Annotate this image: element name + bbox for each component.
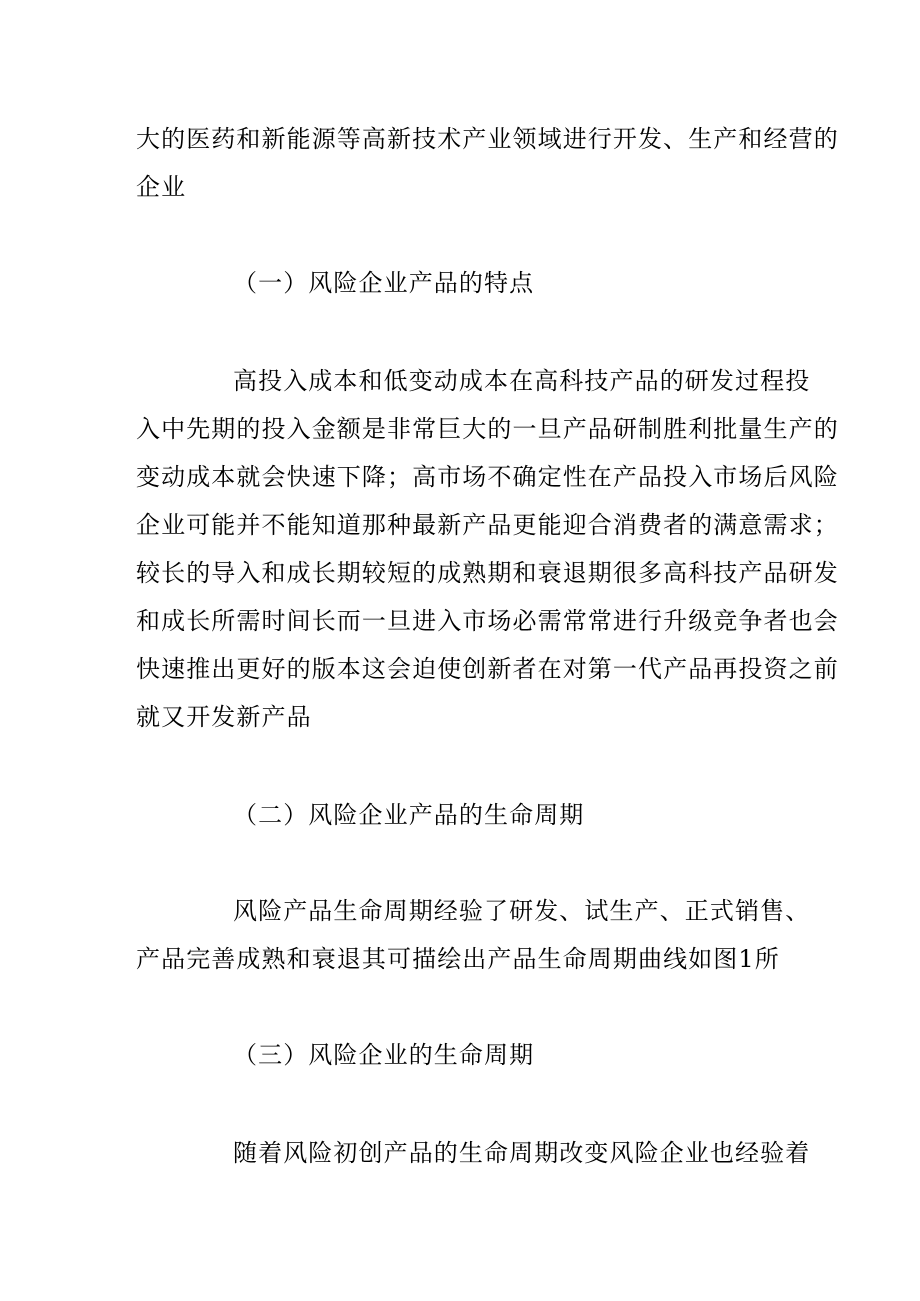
paragraph-line: 较长的导入和成长期较短的成熟期和衰退期很多高科技产品研发 xyxy=(136,559,839,587)
paragraph-line: 随着风险初创产品的生命周期改变风险企业也经验着 xyxy=(233,1139,811,1167)
section-heading: （一）风险企业产品的特点 xyxy=(233,269,535,297)
paragraph-line: 快速推出更好的版本这会迫使创新者在对第一代产品再投资之前 xyxy=(136,655,839,683)
paragraph-line: 产品完善成熟和衰退其可描绘出产品生命周期曲线如图1所 xyxy=(136,945,780,973)
section-heading: （三）风险企业的生命周期 xyxy=(233,1041,535,1069)
paragraph-line: 风险产品生命周期经验了研发、试生产、正式销售、 xyxy=(233,897,811,925)
paragraph-line: 变动成本就会快速下降；高市场不确定性在产品投入市场后风险 xyxy=(136,463,839,491)
paragraph-line: 企业可能并不能知道那种最新产品更能迎合消费者的满意需求； xyxy=(136,511,839,539)
paragraph-line: 和成长所需时间长而一旦进入市场必需常常进行升级竞争者也会 xyxy=(136,607,839,635)
paragraph-line: 高投入成本和低变动成本在高科技产品的研发过程投 xyxy=(233,367,811,395)
paragraph-line: 大的医药和新能源等高新技术产业领域进行开发、生产和经营的 xyxy=(136,125,839,153)
paragraph-line: 入中先期的投入金额是非常巨大的一旦产品研制胜利批量生产的 xyxy=(136,415,839,443)
paragraph-line: 就又开发新产品 xyxy=(136,703,312,731)
paragraph-line: 企业 xyxy=(136,173,187,201)
section-heading: （二）风险企业产品的生命周期 xyxy=(233,801,585,829)
